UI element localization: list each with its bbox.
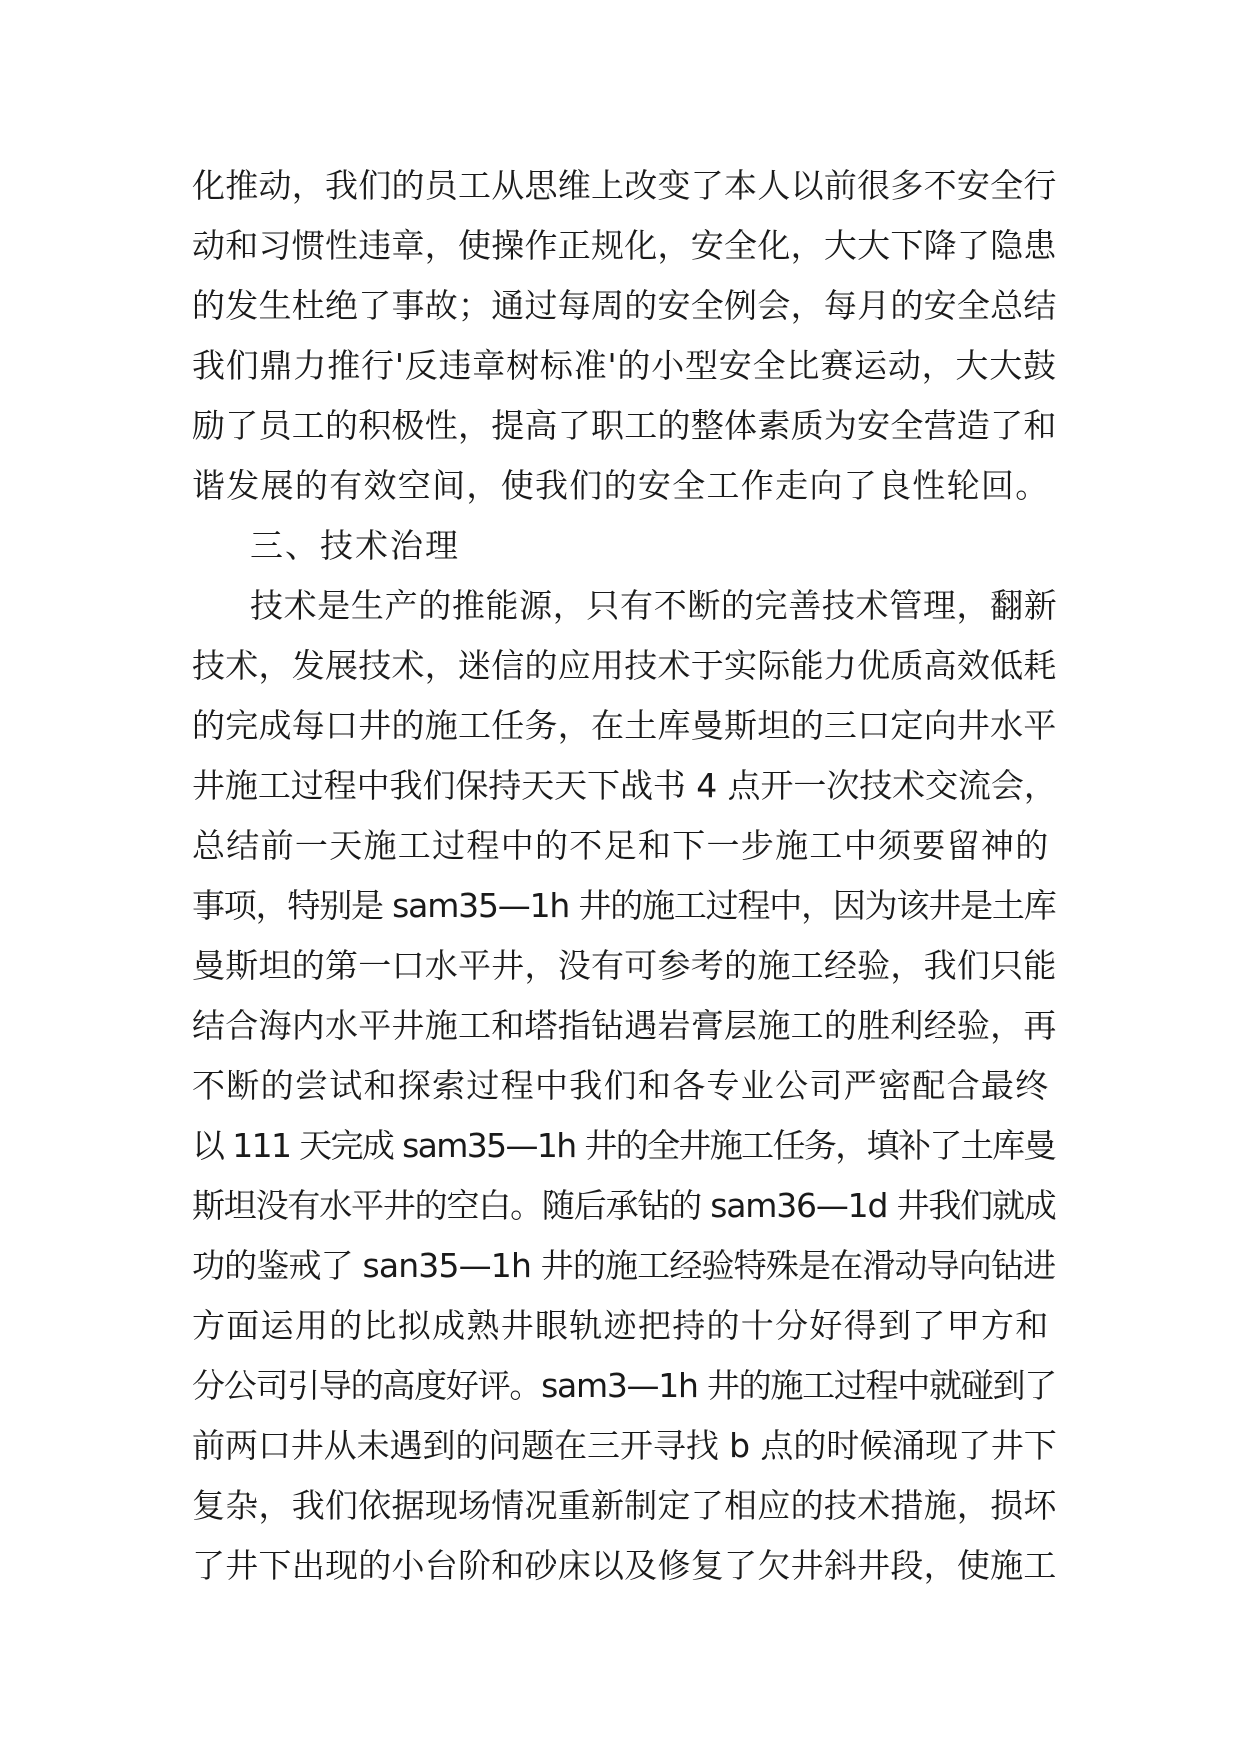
paragraph-line: 曼斯坦的第一口水平井，没有可参考的施工经验，我们只能 <box>192 946 1057 985</box>
paragraph-line: 复杂，我们依据现场情况重新制定了相应的技术措施，损坏 <box>192 1486 1057 1525</box>
paragraph-line: 分公司引导的高度好评。sam3—1h 井的施工过程中就碰到了 <box>192 1366 1056 1405</box>
paragraph-line: 方面运用的比拟成熟井眼轨迹把持的十分好得到了甲方和 <box>192 1306 1050 1345</box>
paragraph-line: 化推动，我们的员工从思维上改变了本人以前很多不安全行 <box>192 166 1057 205</box>
paragraph-line: 总结前一天施工过程中的不足和下一步施工中须要留神的 <box>192 826 1050 865</box>
paragraph-line: 以 111 天完成 sam35—1h 井的全井施工任务，填补了土库曼 <box>192 1126 1055 1165</box>
body-text <box>192 156 1062 1596</box>
section-heading: 三、技术治理 <box>250 526 460 565</box>
paragraph-line: 结合海内水平井施工和塔指钻遇岩膏层施工的胜利经验，再 <box>192 1006 1057 1045</box>
paragraph-line: 励了员工的积极性，提高了职工的整体素质为安全营造了和 <box>192 406 1057 445</box>
paragraph-line: 功的鉴戒了 san35—1h 井的施工经验特殊是在滑动导向钻进 <box>192 1246 1056 1285</box>
paragraph-line: 我们鼎力推行'反违章树标准'的小型安全比赛运动，大大鼓 <box>192 346 1057 385</box>
paragraph-line: 斯坦没有水平井的空白。随后承钻的 sam36—1d 井我们就成 <box>192 1186 1056 1225</box>
paragraph-line: 技术，发展技术，迷信的应用技术于实际能力优质高效低耗 <box>192 646 1057 685</box>
paragraph-line: 谐发展的有效空间，使我们的安全工作走向了良性轮回。 <box>192 466 1050 505</box>
paragraph-line: 前两口井从未遇到的问题在三开寻找 b 点的时候涌现了井下 <box>192 1426 1057 1465</box>
paragraph-line: 的完成每口井的施工任务，在土库曼斯坦的三口定向井水平 <box>192 706 1057 745</box>
paragraph-line: 动和习惯性违章，使操作正规化，安全化，大大下降了隐患 <box>192 226 1057 265</box>
paragraph-line: 技术是生产的推能源，只有不断的完善技术管理，翻新 <box>250 586 1058 625</box>
paragraph-line: 的发生杜绝了事故；通过每周的安全例会，每月的安全总结 <box>192 286 1057 325</box>
paragraph-line: 不断的尝试和探索过程中我们和各专业公司严密配合最终 <box>192 1066 1050 1105</box>
paragraph-line: 了井下出现的小台阶和砂床以及修复了欠井斜井段，使施工 <box>192 1546 1057 1585</box>
paragraph-line: 事项，特别是 sam35—1h 井的施工过程中，因为该井是土库 <box>192 886 1056 925</box>
paragraph-line: 井施工过程中我们保持天天下战书 4 点开一次技术交流会， <box>192 766 1057 805</box>
